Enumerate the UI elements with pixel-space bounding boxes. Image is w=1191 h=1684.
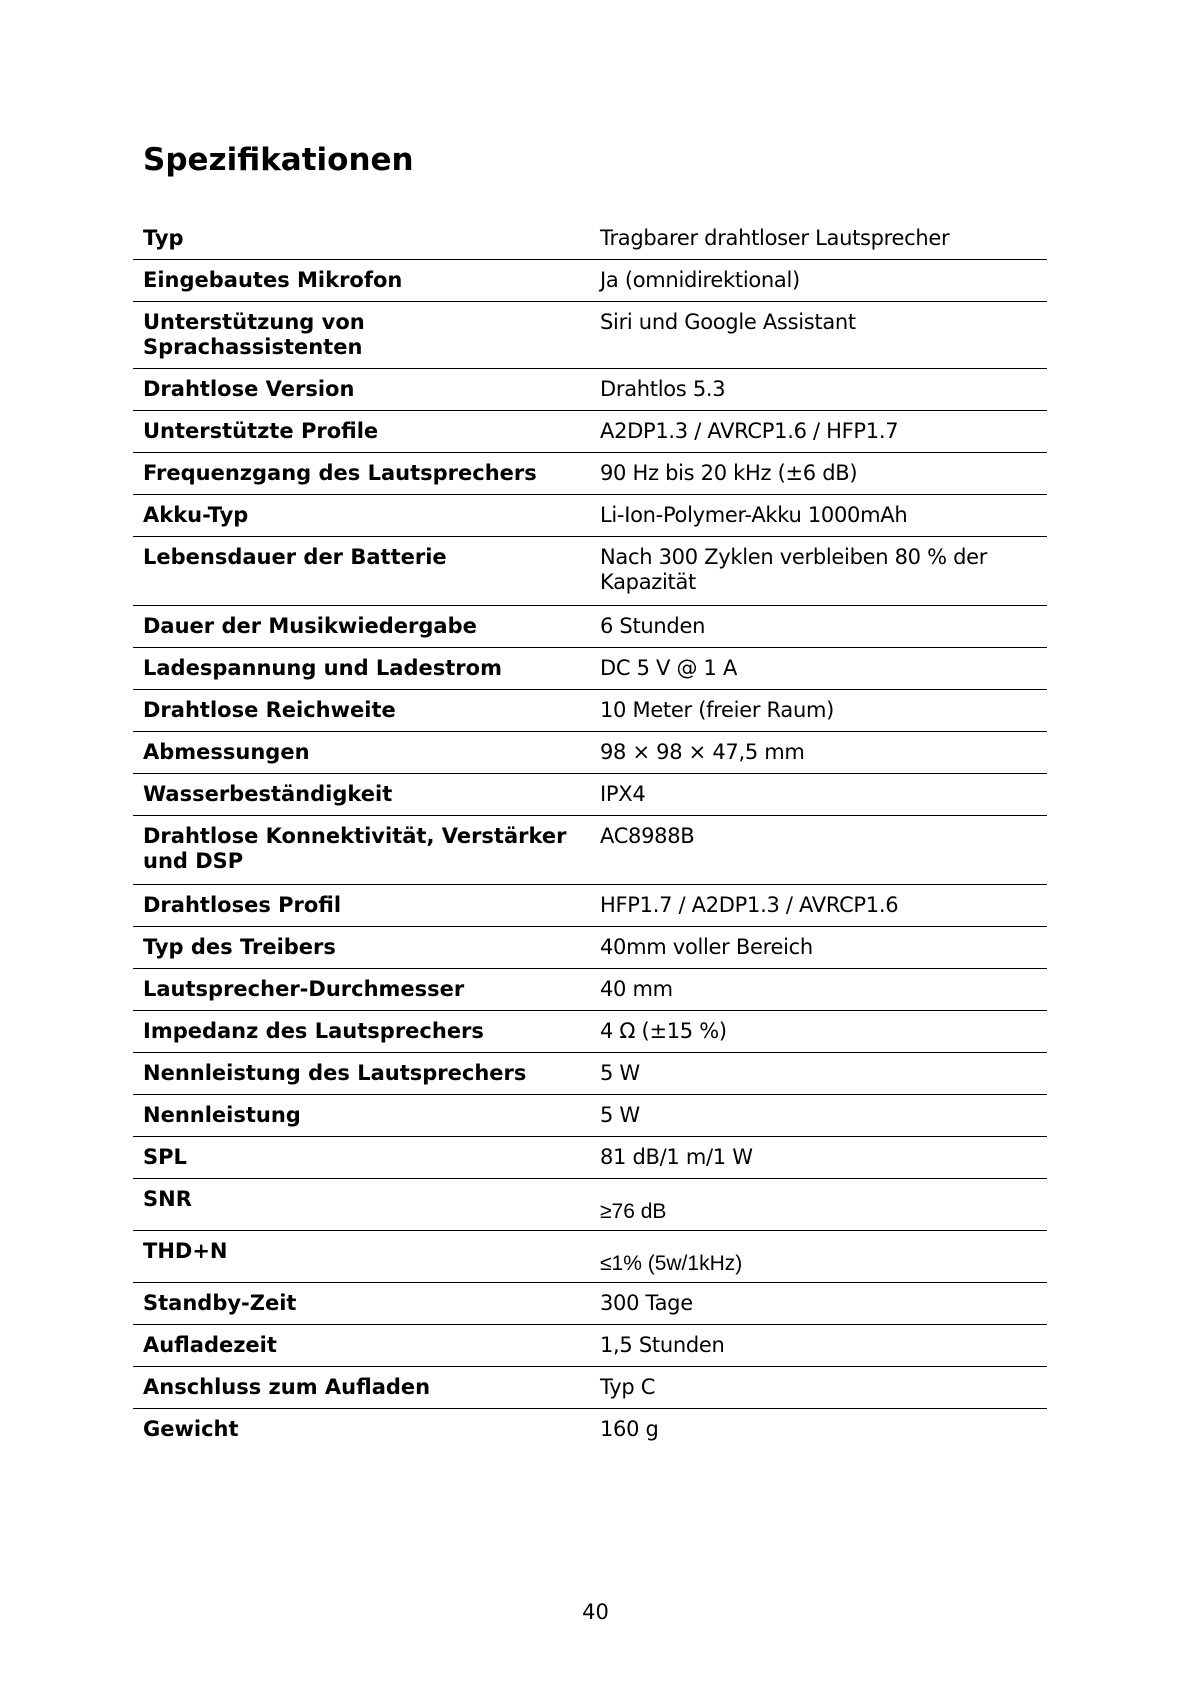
spec-value: Tragbarer drahtloser Lautsprecher — [590, 218, 1047, 260]
spec-value: A2DP1.3 / AVRCP1.6 / HFP1.7 — [590, 411, 1047, 453]
spec-row-musikwiedergabe — [133, 606, 1047, 648]
spec-row-anschluss — [133, 1367, 1047, 1409]
spec-value: Drahtlos 5.3 — [590, 369, 1047, 411]
spec-label: SNR — [133, 1179, 590, 1231]
spec-row-spl — [133, 1137, 1047, 1179]
spec-label: Abmessungen — [133, 732, 590, 774]
spec-value: 4 Ω (±15 %) — [590, 1011, 1047, 1053]
spec-row-typ — [133, 218, 1047, 260]
spec-value: Typ C — [590, 1367, 1047, 1409]
spec-value: 10 Meter (freier Raum) — [590, 690, 1047, 732]
spec-row-drahtloses-profil — [133, 885, 1047, 927]
spec-row-nennleistung — [133, 1095, 1047, 1137]
spec-row-wasserbestaendigkeit — [133, 774, 1047, 816]
specifications-table — [133, 218, 1047, 1450]
spec-value: 5 W — [590, 1053, 1047, 1095]
spec-value: Siri und Google Assistant — [590, 302, 1047, 369]
spec-value: Ja (omnidirektional) — [590, 260, 1047, 302]
spec-row-sprachassistenten — [133, 302, 1047, 369]
spec-value: ≤1% (5w/1kHz) — [590, 1231, 1047, 1283]
spec-value: 5 W — [590, 1095, 1047, 1137]
spec-value: Li-Ion-Polymer-Akku 1000mAh — [590, 495, 1047, 537]
spec-row-durchmesser — [133, 969, 1047, 1011]
spec-label: Anschluss zum Aufladen — [133, 1367, 590, 1409]
spec-label: Frequenzgang des Lautsprechers — [133, 453, 590, 495]
page-title: Spezifikationen — [143, 142, 414, 178]
spec-value: 160 g — [600, 1417, 659, 1441]
spec-label: Unterstützte Profile — [133, 411, 590, 453]
spec-label: SPL — [133, 1137, 590, 1179]
spec-label: Gewicht — [143, 1417, 239, 1441]
spec-row-akku-typ — [133, 495, 1047, 537]
spec-label: THD+N — [133, 1231, 590, 1283]
spec-value: IPX4 — [590, 774, 1047, 816]
spec-row-lebensdauer — [133, 537, 1047, 606]
page-number: 40 — [582, 1600, 609, 1624]
spec-row-nennleistung-lautsprecher — [133, 1053, 1047, 1095]
spec-row-frequenzgang — [133, 453, 1047, 495]
spec-row-reichweite — [133, 690, 1047, 732]
spec-value: 90 Hz bis 20 kHz (±6 dB) — [590, 453, 1047, 495]
spec-row-impedanz — [133, 1011, 1047, 1053]
spec-label: Wasserbeständigkeit — [133, 774, 590, 816]
spec-label: Dauer der Musikwiedergabe — [133, 606, 590, 648]
spec-label: Eingebautes Mikrofon — [133, 260, 590, 302]
spec-label: Impedanz des Lautsprechers — [133, 1011, 590, 1053]
spec-row-gewicht — [133, 1409, 1047, 1451]
spec-row-abmessungen — [133, 732, 1047, 774]
spec-label: Drahtloses Profil — [133, 885, 590, 927]
spec-row-konnektivitaet — [133, 816, 1047, 885]
spec-value: AC8988B — [590, 816, 1047, 885]
spec-value: 81 dB/1 m/1 W — [590, 1137, 1047, 1179]
spec-value: 40 mm — [590, 969, 1047, 1011]
spec-row-aufladezeit — [133, 1325, 1047, 1367]
spec-label: Typ des Treibers — [133, 927, 590, 969]
spec-label: Nennleistung — [133, 1095, 590, 1137]
spec-value: ≥76 dB — [590, 1179, 1047, 1231]
spec-row-drahtlose-version — [133, 369, 1047, 411]
spec-label: Drahtlose Version — [133, 369, 590, 411]
spec-label: Drahtlose Konnektivität, Verstärker und DSP — [133, 816, 590, 885]
spec-label: Nennleistung des Lautsprechers — [133, 1053, 590, 1095]
spec-value: DC 5 V @ 1 A — [590, 648, 1047, 690]
spec-row-ladespannung — [133, 648, 1047, 690]
spec-row-mikrofon — [133, 260, 1047, 302]
spec-value: 98 × 98 × 47,5 mm — [590, 732, 1047, 774]
spec-label: Unterstützung von Sprachassistenten — [133, 302, 590, 369]
spec-row-snr — [133, 1179, 1047, 1231]
spec-row-thd — [133, 1231, 1047, 1283]
spec-label: Lautsprecher-Durchmesser — [133, 969, 590, 1011]
spec-label: Akku-Typ — [133, 495, 590, 537]
spec-label: Standby-Zeit — [133, 1283, 590, 1325]
spec-value: 6 Stunden — [590, 606, 1047, 648]
spec-label: Lebensdauer der Batterie — [133, 537, 590, 606]
spec-label: Typ — [133, 218, 590, 260]
spec-value: 300 Tage — [590, 1283, 1047, 1325]
spec-row-treiber — [133, 927, 1047, 969]
spec-row-standby — [133, 1283, 1047, 1325]
spec-label: Drahtlose Reichweite — [133, 690, 590, 732]
spec-value: HFP1.7 / A2DP1.3 / AVRCP1.6 — [590, 885, 1047, 927]
spec-value: 40mm voller Bereich — [590, 927, 1047, 969]
spec-row-profile — [133, 411, 1047, 453]
spec-value: Nach 300 Zyklen verbleiben 80 % der Kapazität — [590, 537, 1047, 606]
spec-value: 1,5 Stunden — [590, 1325, 1047, 1367]
spec-label: Aufladezeit — [133, 1325, 590, 1367]
spec-label: Ladespannung und Ladestrom — [133, 648, 590, 690]
